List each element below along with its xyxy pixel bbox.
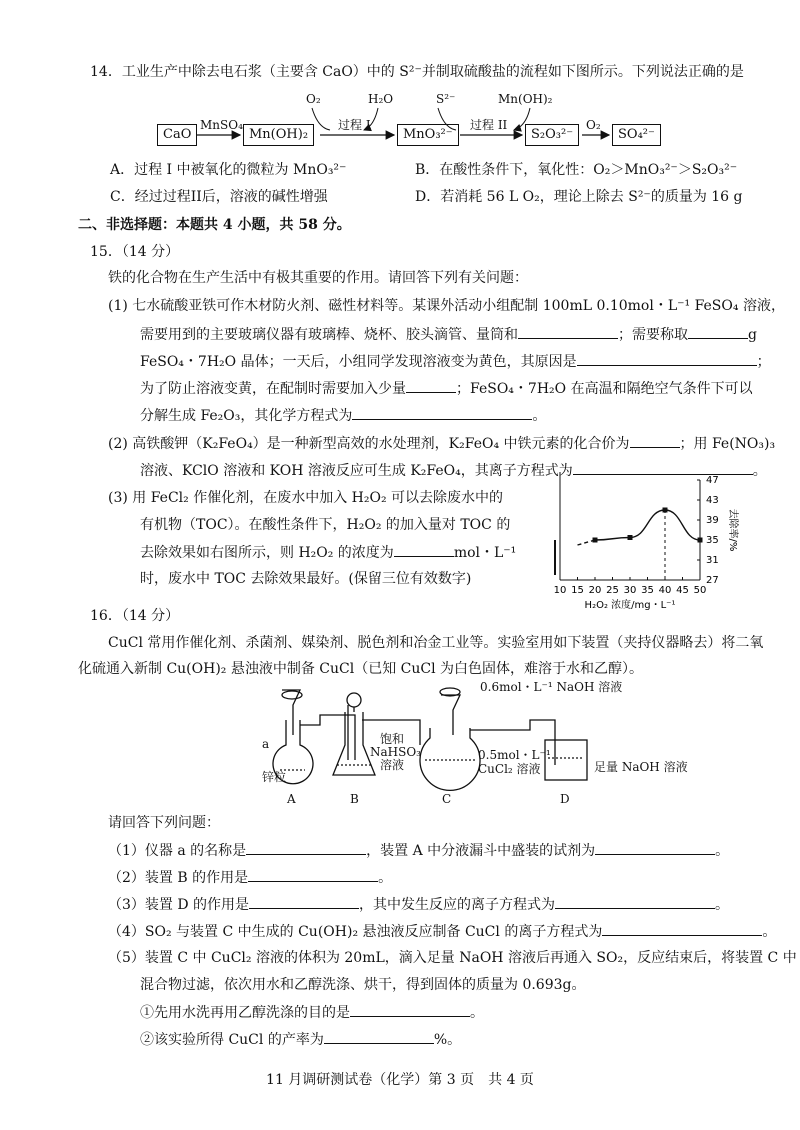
y-axis-label: 去除率/%	[727, 508, 738, 552]
answer-blank[interactable]	[595, 840, 715, 855]
q15-intro: 铁的化合物在生产生活中有极其重要的作用。请回答下列有关问题：	[108, 270, 528, 286]
q16-q1: （1）仪器 a 的名称是 ，装置 A 中分液漏斗中盛装的试剂为 。	[108, 840, 729, 861]
y-tick-label: 47	[706, 475, 719, 486]
q15-p2-line2: 溶液、KClO 溶液和 KOH 溶液反应可生成 K₂FeO₄，其离子方程式为 。	[140, 460, 767, 481]
label-cucl2-1: 0.5mol・L⁻¹	[478, 748, 551, 762]
flow-node-so4: SO₄²⁻	[612, 124, 661, 146]
label-apparatus-d: D	[560, 792, 570, 806]
flow-label-process2: 过程 II	[470, 118, 508, 132]
y-tick-label: 43	[706, 495, 719, 506]
q14-option-d: D．若消耗 56 L O₂，理论上除去 S²⁻的质量为 16 g	[415, 189, 743, 205]
q16-q5-line1: （5）装置 C 中 CuCl₂ 溶液的体积为 20mL，滴入足量 NaOH 溶液后再通入 SO₂，反应结束后，将装置 C 中	[108, 950, 797, 966]
label-apparatus-c: C	[442, 792, 452, 806]
label-nahso3-1: 饱和	[380, 732, 405, 746]
label-naoh-d: 足量 NaOH 溶液	[594, 760, 688, 774]
x-tick-label: 25	[606, 585, 619, 596]
label-nahso3-2: NaHSO₃	[370, 745, 421, 759]
q14-option-a: A．过程 I 中被氧化的微粒为 MnO₃²⁻	[110, 162, 347, 178]
label-apparatus-a: A	[287, 792, 296, 806]
q15-p1-line4: 为了防止溶液变黄，在配制时需要加入少量 ；FeSO₄・7H₂O 在高温和隔绝空气条件下可以	[140, 378, 753, 399]
q16-ask: 请回答下列问题：	[108, 815, 220, 831]
y-tick-label: 39	[706, 515, 719, 526]
x-tick-label: 15	[571, 585, 584, 596]
label-cucl2-2: CuCl₂ 溶液	[478, 762, 541, 776]
q16-q2: （2）装置 B 的作用是 。	[108, 867, 392, 888]
answer-blank[interactable]	[324, 1029, 434, 1044]
answer-blank[interactable]	[248, 867, 378, 882]
q15-p3-line4: 时，废水中 TOC 去除效果最好。(保留三位有效数字)	[140, 571, 472, 587]
x-tick-label: 30	[623, 585, 637, 596]
q15-p1-line3: FeSO₄・7H₂O 晶体；一天后，小组同学发现溶液变为黄色，其原因是 ；	[140, 351, 771, 372]
q16-q4: （4）SO₂ 与装置 C 中生成的 Cu(OH)₂ 悬浊液反应制备 CuCl 的离子方程式为 。	[108, 921, 776, 942]
y-tick-label: 31	[706, 555, 719, 566]
page-footer: 11 月调研测试卷（化学）第 3 页 共 4 页	[266, 1072, 534, 1088]
q16-q5-line2: 混合物过滤，依次用水和乙醇洗涤、烘干，得到固体的质量为 0.693g。	[140, 977, 586, 993]
q16-intro-line2: 化硫通入新制 Cu(OH)₂ 悬浊液中制备 CuCl（已知 CuCl 为白色固体，难溶于水和乙醇）。	[78, 661, 644, 677]
q15-p1-line2: 需要用到的主要玻璃仪器有玻璃棒、烧杯、胶头滴管、量筒和 ；需要称取 g	[140, 324, 757, 345]
section-2-title: 二、非选择题：本题共 4 小题，共 58 分。	[78, 217, 351, 233]
q15-p3-line3: 去除效果如右图所示，则 H₂O₂ 的浓度为 mol・L⁻¹	[140, 542, 516, 563]
q15-p3-line1: (3) 用 FeCl₂ 作催化剂，在废水中加入 H₂O₂ 可以去除废水中的	[108, 490, 504, 506]
q16-header: 16．（14 分）	[90, 608, 180, 624]
q15-p3-line2: 有机物（TOC）。在酸性条件下，H₂O₂ 的加入量对 TOC 的	[140, 517, 511, 533]
flow-label-mnso4: MnSO₄	[200, 118, 243, 132]
answer-blank[interactable]	[249, 894, 359, 909]
label-zinc: 锌粒	[262, 770, 287, 784]
flow-node-s2o3: S₂O₃²⁻	[525, 124, 579, 146]
q14-stem: 14．工业生产中除去电石浆（主要含 CaO）中的 S²⁻并制取硫酸盐的流程如下图所示。下列说法正确的是	[90, 64, 744, 80]
flow-label-process1: 过程 I	[338, 118, 371, 132]
flow-node-mnoh2: Mn(OH)₂	[243, 124, 314, 146]
flow-label-s2: S²⁻	[436, 92, 456, 106]
answer-blank[interactable]	[246, 840, 366, 855]
flow-node-cao: CaO	[157, 124, 197, 146]
q15-header: 15．（14 分）	[90, 244, 180, 260]
x-tick-label: 45	[676, 585, 689, 596]
flow-label-mnoh2: Mn(OH)₂	[498, 92, 553, 106]
y-tick-label: 27	[706, 575, 719, 586]
flow-node-mno3: MnO₃²⁻	[397, 124, 459, 146]
x-tick-label: 20	[588, 585, 602, 596]
q16-q5-sub2: ②该实验所得 CuCl 的产率为 %。	[140, 1029, 461, 1050]
label-naoh-top: 0.6mol・L⁻¹ NaOH 溶液	[480, 680, 623, 694]
q15-p1-line1: (1) 七水硫酸亚铁可作木材防火剂、磁性材料等。某课外活动小组配制 100mL 0.10mol・L⁻¹ FeSO₄ 溶液，	[108, 298, 785, 314]
flow-label-o2-b: O₂	[586, 118, 601, 132]
y-tick-label: 35	[706, 535, 719, 546]
x-tick-label: 40	[658, 585, 672, 596]
label-a: a	[262, 737, 270, 751]
x-tick-label: 10	[553, 585, 567, 596]
label-nahso3-3: 溶液	[380, 758, 405, 772]
flow-label-o2: O₂	[306, 92, 321, 106]
x-axis-label: H₂O₂ 浓度/mg・L⁻¹	[584, 600, 676, 611]
x-tick-label: 50	[693, 585, 707, 596]
q15-p1-line5: 分解生成 Fe₂O₃，其化学方程式为 。	[140, 405, 546, 426]
q16-q3: （3）装置 D 的作用是 ，其中发生反应的离子方程式为 。	[108, 894, 729, 915]
x-tick-label: 35	[641, 585, 654, 596]
q16-q5-sub1: ①先用水洗再用乙醇洗涤的目的是 。	[140, 1002, 484, 1023]
q15-p2-line1: (2) 高铁酸钾（K₂FeO₄）是一种新型高效的水处理剂，K₂FeO₄ 中铁元素的化合价为 ；用 Fe(NO₃)₃	[108, 433, 775, 454]
label-apparatus-b: B	[350, 792, 359, 806]
answer-blank[interactable]	[555, 894, 715, 909]
answer-blank[interactable]	[602, 921, 762, 936]
q16-intro-line1: CuCl 常用作催化剂、杀菌剂、媒染剂、脱色剂和冶金工业等。实验室用如下装置（夹持仪器略去）将二氧	[108, 635, 764, 651]
flow-label-h2o: H₂O	[368, 92, 394, 106]
answer-blank[interactable]	[350, 1002, 470, 1017]
q14-option-c: C．经过过程II后，溶液的碱性增强	[110, 189, 328, 205]
q14-option-b: B．在酸性条件下，氧化性：O₂＞MnO₃²⁻＞S₂O₃²⁻	[415, 162, 738, 178]
